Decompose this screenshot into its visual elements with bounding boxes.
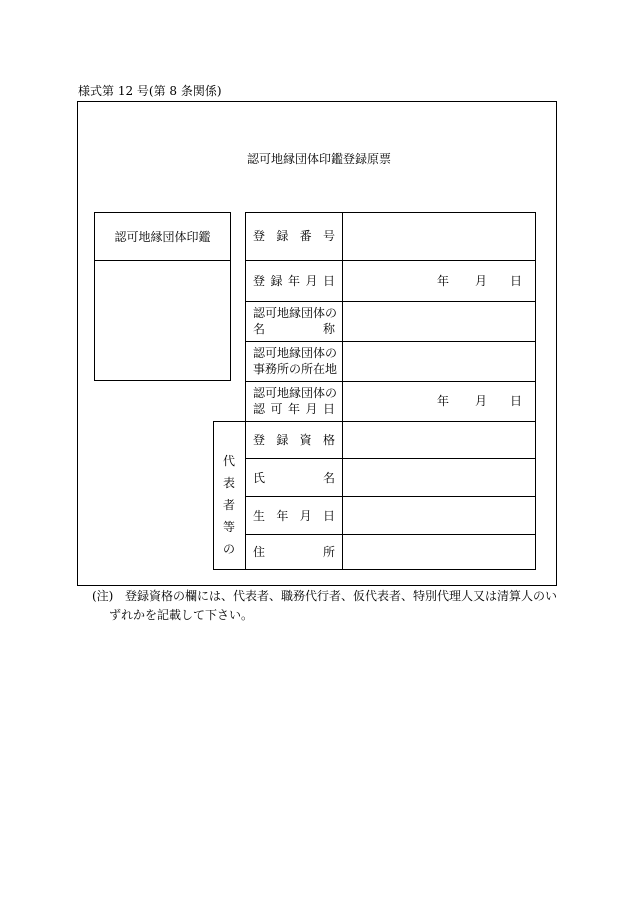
- date-year-unit: 年: [437, 394, 450, 408]
- label-birth-date: 生 年 月 日: [253, 509, 335, 523]
- value-registration-date[interactable]: [344, 262, 534, 300]
- rep-group-left-border: [213, 421, 214, 569]
- rep-group-char: 等: [222, 520, 235, 534]
- row-divider: [245, 496, 536, 497]
- value-representative-name[interactable]: [344, 460, 534, 495]
- label-approval-date-line1: 認可地縁団体の: [253, 386, 338, 400]
- rep-group-char: 表: [222, 476, 235, 490]
- value-registration-qualification[interactable]: [344, 423, 534, 457]
- date-month-unit: 月: [475, 274, 488, 288]
- value-address[interactable]: [344, 536, 534, 568]
- table-bottom-border: [213, 569, 536, 570]
- date-day-unit: 日: [510, 394, 523, 408]
- value-birth-date[interactable]: [344, 498, 534, 533]
- note-prefix: (注): [92, 589, 114, 603]
- seal-impression-area[interactable]: [96, 262, 229, 379]
- label-office-line1: 認可地縁団体の: [253, 346, 338, 360]
- label-group-name-line2: 名 称: [253, 322, 335, 336]
- value-approval-date[interactable]: [344, 383, 534, 420]
- row-divider: [213, 421, 536, 422]
- row-divider: [245, 301, 536, 302]
- rep-group-char: 者: [222, 498, 235, 512]
- form-label: 様式第 12 号(第 8 条関係): [78, 84, 222, 98]
- label-representative-name: 氏 名: [253, 471, 335, 485]
- value-registration-number[interactable]: [344, 214, 534, 259]
- label-group-name-line1: 認可地縁団体の: [253, 306, 338, 320]
- date-month-unit: 月: [475, 394, 488, 408]
- date-year-unit: 年: [437, 274, 450, 288]
- row-divider: [245, 458, 536, 459]
- note-line2: ずれかを記載して下さい。: [109, 608, 254, 622]
- value-group-name[interactable]: [344, 303, 534, 340]
- table-mid-border: [342, 212, 343, 569]
- row-divider: [245, 534, 536, 535]
- seal-box-header: 認可地縁団体印鑑: [114, 230, 211, 244]
- date-day-unit: 日: [510, 274, 523, 288]
- row-divider: [245, 341, 536, 342]
- table-right-border: [535, 212, 536, 569]
- label-registration-qualification: 登 録 資 格: [253, 433, 335, 447]
- seal-box-divider: [94, 260, 231, 261]
- rep-group-char: の: [222, 542, 235, 556]
- label-approval-date-line2: 認 可 年 月 日: [253, 402, 335, 416]
- row-divider: [245, 381, 536, 382]
- label-registration-date: 登 録 年 月 日: [253, 274, 335, 288]
- table-left-border: [245, 212, 246, 569]
- rep-group-char: 代: [222, 454, 235, 468]
- label-registration-number: 登 録 番 号: [253, 229, 335, 243]
- row-divider: [245, 260, 536, 261]
- form-title: 認可地縁団体印鑑登録原票: [247, 152, 392, 166]
- note-line1: 登録資格の欄には、代表者、職務代行者、仮代表者、特別代理人又は清算人のい: [125, 589, 558, 603]
- label-address: 住 所: [253, 545, 335, 559]
- label-office-line2: 事務所の所在地: [253, 362, 338, 376]
- value-office-location[interactable]: [344, 343, 534, 380]
- table-top-border: [245, 212, 536, 213]
